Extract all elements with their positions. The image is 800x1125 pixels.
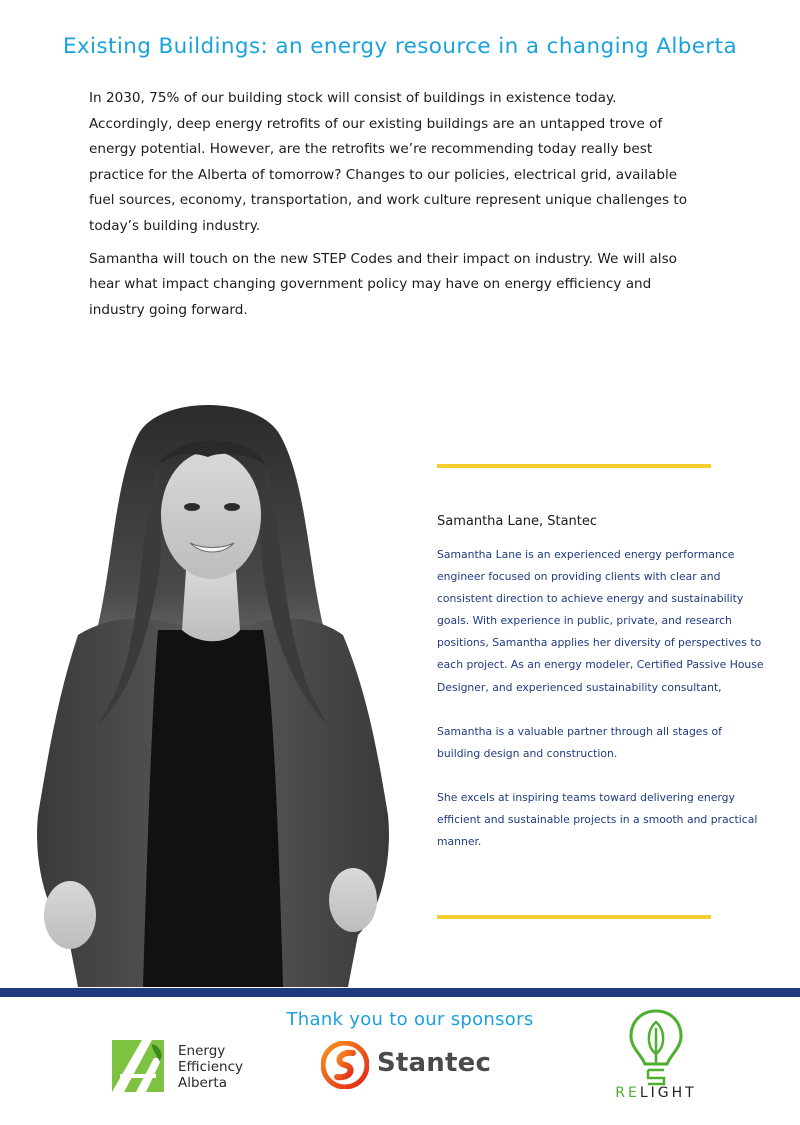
divider-top xyxy=(437,464,711,468)
intro-paragraph: In 2030, 75% of our building stock will consist of buildings in existence today. Accordingly, deep energy retrofits of our existing buildings are an untapped trove of energy potential. However, are the retrofits we’re recommending today really best practice for the Alberta of tomorrow? Changes to our policies, electrical grid, available fuel sources, economy, transportation, and work culture represent unique challenges to today’s building industry. xyxy=(89,90,688,234)
sponsors-heading: Thank you to our sponsors xyxy=(286,1009,534,1030)
footer-bar xyxy=(0,988,800,997)
bio-paragraph: She excels at inspiring teams toward delivering energy efficient and sustainable projects in a smooth and practical manner. xyxy=(437,790,758,849)
speaker-name: Samantha Lane, Stantec xyxy=(437,514,598,529)
page-title: Existing Buildings: an energy resource in a changing Alberta xyxy=(62,34,738,59)
relight-logo-text: RELIGHT xyxy=(615,1085,697,1101)
eea-logo-text: Energy xyxy=(178,1043,226,1059)
stantec-logo-icon xyxy=(321,1041,369,1089)
eea-logo-text: Efficiency xyxy=(178,1059,244,1075)
stantec-logo-text: Stantec xyxy=(377,1048,492,1078)
bio-paragraph: Samantha Lane is an experienced energy performance engineer focused on providing clients with clear and consistent direction to achieve energy and sustainability goals. With experience in public, private, and research positions, Samantha applies her diversity of perspectives to each project. As an energy modeler, Certified Passive House Designer, and experienced sustainability consultant, xyxy=(437,548,764,694)
sponsor-stantec-logo xyxy=(321,1040,496,1092)
eea-logo-text: Alberta xyxy=(178,1075,227,1091)
sponsor-relight-logo xyxy=(606,1008,706,1108)
bio-paragraph: Samantha is a valuable partner through all stages of building design and construction. xyxy=(437,724,722,760)
intro-paragraph: Samantha will touch on the new STEP Codes and their impact on industry. We will also hear what impact changing government policy may have on energy efficiency and industry going forward. xyxy=(89,250,677,318)
speaker-bio xyxy=(437,544,767,875)
speaker-photo xyxy=(8,395,410,987)
eea-logo-icon xyxy=(112,1040,164,1092)
lightbulb-leaf-icon xyxy=(628,1008,684,1086)
sponsor-eea-logo xyxy=(112,1040,282,1092)
divider-bottom xyxy=(437,915,711,919)
intro-text xyxy=(89,86,699,330)
